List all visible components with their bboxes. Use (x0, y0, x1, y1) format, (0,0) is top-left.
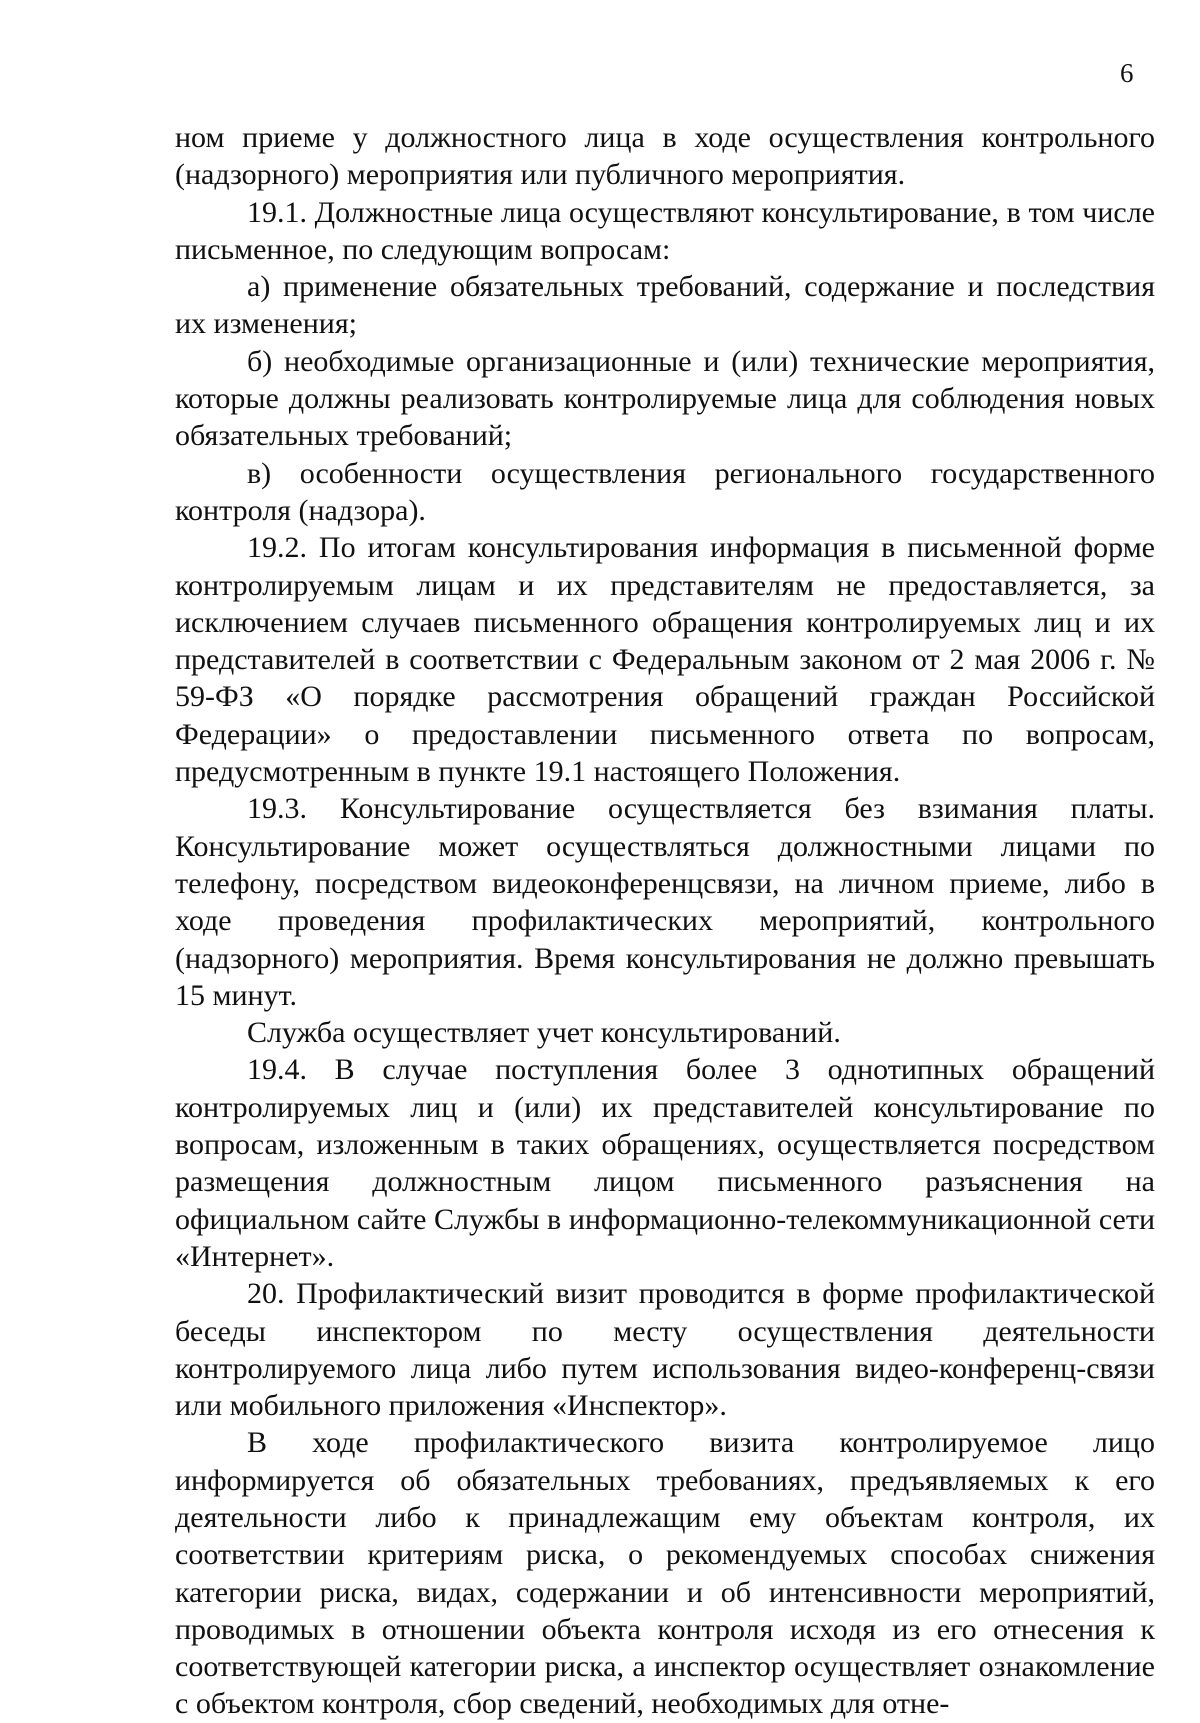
paragraph-19-3: 19.3. Консультирование осуществляется без взимания платы. Консультирование может осуществляться должностными лицами по телефону, посредством видеоконференцсвязи, на личном приеме, либо в ходе проведения профилактических мероприятий, контрольного (надзорного) мероприятия. Время консультирования не должно превышать 15 минут. (175, 792, 1155, 1012)
paragraph-20-visit: В ходе профилактического визита контролируемое лицо информируется об обязательных требованиях, предъявляемых к его деятельности либо к принадлежащим ему объектам контроля, их соответствии критериям риска, о рекомендуемых способах снижения категории риска, видах, содержании и об интенсивности мероприятий, проводимых в отношении объекта контроля исходя из его отнесения к соответствующей категории риска, а инспектор осуществляет ознакомление с объектом контроля, сбор сведений, необходимых для отне- (175, 1426, 1155, 1721)
paragraph-19-1-v: в) особенности осуществления регионального государственного контроля (надзора). (175, 456, 1155, 527)
paragraph-19-2: 19.2. По итогам консультирования информация в письменной форме контролируемым лицам и их представителям не предоставляется, за исключением случаев письменного обращения контролируемых лиц и их представителей в соответствии с Федеральным законом от 2 мая 2006 г. № 59-ФЗ «О порядке рассмотрения обращений граждан Российской Федерации» о предоставлении письменного ответа по вопросам, предусмотренным в пункте 19.1 настоящего Положения. (175, 531, 1155, 789)
paragraph-service-records: Служба осуществляет учет консультирований. (247, 1016, 841, 1050)
paragraph-19-4: 19.4. В случае поступления более 3 однотипных обращений контролируемых лиц и (или) их представителей консультирование по вопросам, изложенным в таких обращениях, осуществляется посредством размещения должностным лицом письменного разъяснения на официальном сайте Службы в информационно-телекоммуникационной сети «Интернет». (175, 1053, 1155, 1273)
paragraph-19-1: 19.1. Должностные лица осуществляют консультирование, в том числе письменное, по следующим вопросам: (175, 195, 1155, 266)
document-body (175, 119, 1155, 1723)
paragraph-continuation: ном приеме у должностного лица в ходе осуществления контрольного (надзорного) мероприятия или публичного мероприятия. (175, 121, 1155, 192)
paragraph-19-1-b: б) необходимые организационные и (или) технические мероприятия, которые должны реализовать контролируемые лица для соблюдения новых обязательных требований; (175, 344, 1155, 453)
paragraph-19-1-a: а) применение обязательных требований, содержание и последствия их изменения; (175, 270, 1155, 341)
page-number: 6 (1120, 58, 1134, 88)
paragraph-20: 20. Профилактический визит проводится в форме профилактической беседы инспектором по месту осуществления деятельности контролируемого лица либо путем использования видео-конференц-связи или мобильного приложения «Инспектор». (175, 1277, 1155, 1423)
